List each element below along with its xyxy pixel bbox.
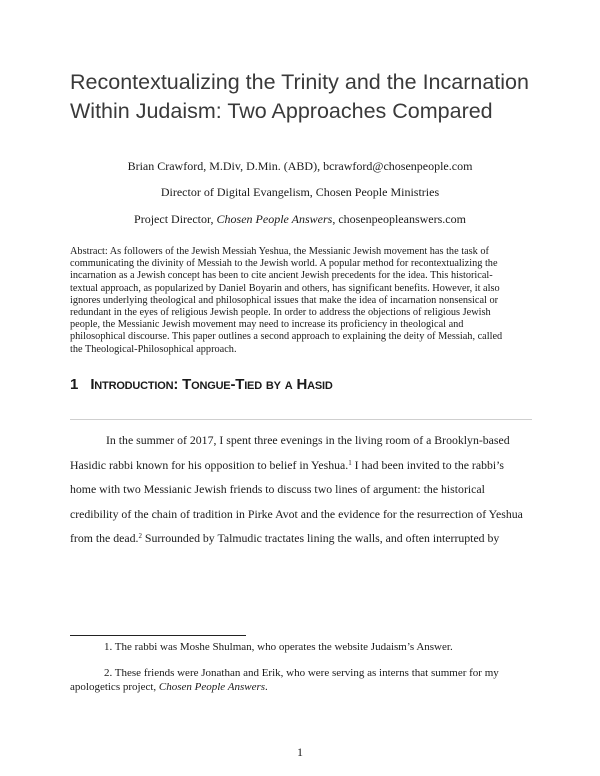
abstract-line: ignores underlying theological and philosophical issues that make the idea of incarnation nonsensical or <box>70 294 499 306</box>
footnote-ref-1[interactable]: 1 <box>348 458 352 467</box>
footnotes <box>70 640 540 694</box>
footnote-2 <box>70 666 540 694</box>
abstract-line: incarnation as a Jewish concept has been to cite ancient Jewish precedents for the idea. This historical- <box>70 270 493 282</box>
abstract-line: people, the Messianic Jewish movement may need to increase its proficiency in theological and <box>70 319 464 331</box>
body-line: home with two Messianic Jewish friends to discuss two lines of argument: the historical <box>70 482 485 497</box>
footnote-italic-title: Chosen People Answers <box>158 681 266 693</box>
project-prefix: Project Director, <box>134 212 217 226</box>
title-line-2: Within Judaism: Two Approaches Compared <box>70 99 493 123</box>
abstract-line: communicating the divinity of Messiah to the Jewish world. A popular method for recontextualizing the <box>70 258 498 270</box>
section-title: Introduction: Tongue-Tied by a Hasid <box>90 376 333 393</box>
body-line: In the summer of 2017, I spent three evenings in the living room of a Brooklyn-based <box>106 433 510 447</box>
body-line <box>70 526 540 551</box>
abstract-line: textual approach, as popularized by Daniel Boyarin and others, has significant benefits. However, it also <box>70 282 500 294</box>
abstract-line: the Theological-Philosophical approach. <box>70 343 237 355</box>
project-line <box>0 212 600 227</box>
footnote-text-segment: . <box>265 681 268 693</box>
abstract-line: redundant in the eyes of religious Jewish people. In order to address the objections of religious Jewish <box>70 307 491 319</box>
section-heading <box>70 376 333 393</box>
body-paragraph <box>70 428 540 551</box>
body-text-segment: Surrounded by Talmudic tractates lining the walls, and often interrupted by <box>141 531 500 546</box>
page-number: 1 <box>297 745 303 759</box>
abstract <box>70 246 532 356</box>
footnote-2-line-1: 2. These friends were Jonathan and Erik, who were serving as interns that summer for my <box>104 667 499 679</box>
project-suffix: , chosenpeopleanswers.com <box>332 212 466 226</box>
author-line: Brian Crawford, M.Div, D.Min. (ABD), bcrawford@chosenpeople.com <box>127 159 473 173</box>
project-name: Chosen People Answers <box>216 212 333 226</box>
body-text-segment: from the dead. <box>70 531 139 546</box>
footnote-text-segment: apologetics project, <box>70 681 159 693</box>
footnote-2-line-2 <box>70 680 540 694</box>
body-line <box>70 453 540 478</box>
footnote-separator <box>70 635 246 636</box>
abstract-line: philosophical discourse. This paper outlines a second approach to explaining the deity of Messiah, called <box>70 331 503 343</box>
title-line-1: Recontextualizing the Trinity and the Incarnation <box>70 70 529 94</box>
section-divider <box>70 419 532 420</box>
affiliation-line: Director of Digital Evangelism, Chosen People Ministries <box>160 185 440 199</box>
footnote-1: 1. The rabbi was Moshe Shulman, who operates the website Judaism’s Answer. <box>104 641 453 653</box>
abstract-line: Abstract: As followers of the Jewish Messiah Yeshua, the Messianic Jewish movement has the task of <box>70 246 489 257</box>
body-text-segment: Hasidic rabbi known for his opposition to belief in Yeshua. <box>70 457 349 472</box>
section-number: 1 <box>70 376 79 393</box>
body-text-segment: I had been invited to the rabbi’s <box>351 457 505 472</box>
footnote-ref-2[interactable]: 2 <box>138 532 142 541</box>
paper-title <box>70 68 540 126</box>
body-line: credibility of the chain of tradition in Pirke Avot and the evidence for the resurrection of Yeshua <box>70 506 523 521</box>
